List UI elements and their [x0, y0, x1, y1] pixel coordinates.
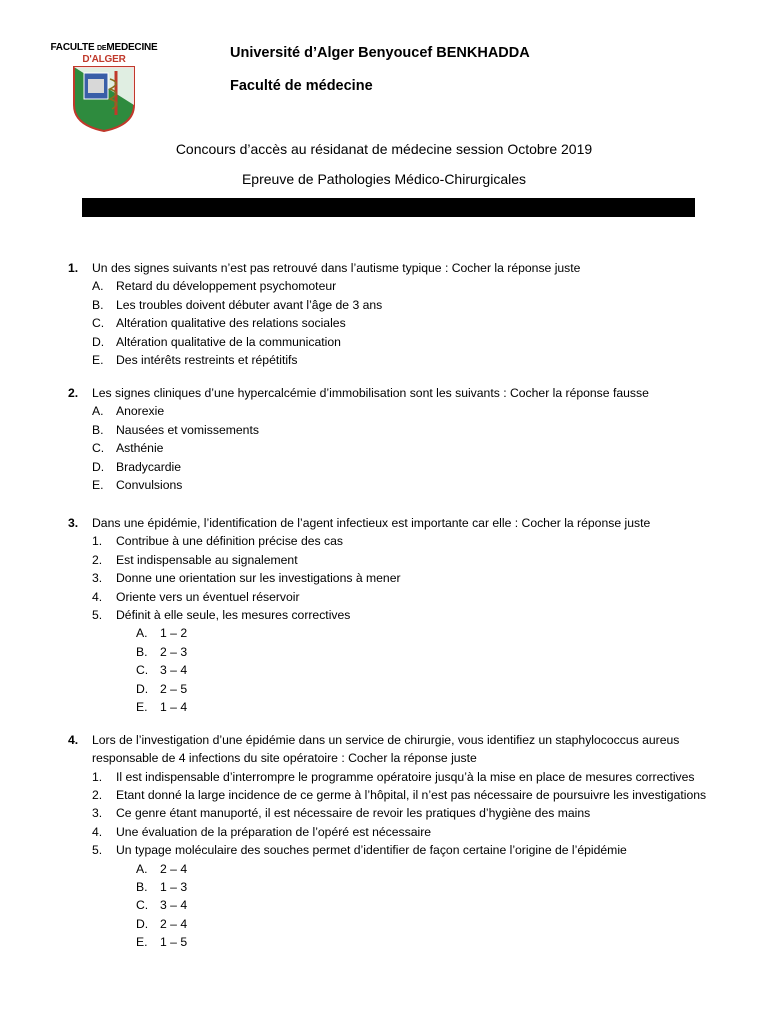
- option-text: Nausées et vomissements: [116, 422, 259, 437]
- option-text: 1 – 3: [160, 880, 188, 895]
- proposition-text: Donne une orientation sur les investigations à mener: [116, 571, 401, 586]
- option-e: [68, 351, 748, 369]
- question-number: 1.: [68, 261, 79, 275]
- option-letter: A.: [92, 404, 104, 419]
- proposition-text: Est indispensable au signalement: [116, 552, 298, 567]
- option-a: [68, 277, 748, 295]
- option-text: Retard du développement psychomoteur: [116, 279, 337, 294]
- option-d: [68, 680, 748, 698]
- question-text: Dans une épidémie, l’identification de l’agent infectieux est importante car elle : Cocher la réponse juste: [92, 516, 651, 530]
- option-letter: C.: [92, 316, 105, 331]
- proposition-number: 5.: [92, 607, 103, 622]
- exam-title: Concours d’accès au résidanat de médecine session Octobre 2019: [175, 141, 593, 157]
- proposition-number: 5.: [92, 843, 103, 858]
- proposition-number: 4.: [92, 824, 103, 839]
- option-letter: B.: [136, 880, 148, 895]
- option-b: [68, 643, 748, 661]
- option-text: 1 – 2: [160, 626, 188, 641]
- option-letter: B.: [136, 644, 148, 659]
- faculty-name: Faculté de médecine: [230, 78, 373, 94]
- proposition-1: [68, 532, 748, 550]
- question-4: [68, 731, 748, 952]
- option-letter: B.: [92, 422, 104, 437]
- question-indent: [68, 749, 92, 767]
- proposition-number: 1.: [92, 769, 103, 784]
- option-letter: A.: [136, 626, 148, 641]
- option-letter: B.: [92, 297, 104, 312]
- proposition-4: [68, 823, 748, 841]
- option-text: Les troubles doivent débuter avant l’âge de 3 ans: [116, 297, 383, 312]
- proposition-4: [68, 588, 748, 606]
- option-b: [68, 296, 748, 314]
- option-letter: E.: [136, 935, 148, 950]
- option-letter: A.: [136, 861, 148, 876]
- proposition-5: [68, 841, 748, 859]
- proposition-text: Définit à elle seule, les mesures correctives: [116, 607, 351, 622]
- question-number: 4.: [68, 733, 79, 747]
- option-text: 1 – 4: [160, 699, 188, 714]
- proposition-number: 2.: [92, 788, 103, 802]
- option-d: [68, 333, 748, 351]
- option-text: Asthénie: [116, 441, 164, 456]
- proposition-1: [68, 768, 748, 786]
- option-e: [68, 476, 748, 494]
- proposition-number: 3.: [92, 571, 103, 586]
- faculty-logo: [50, 42, 158, 132]
- question-text: Les signes cliniques d’une hypercalcémie d’immobilisation sont les suivants : Cocher la réponse fausse: [92, 386, 649, 400]
- option-e: [68, 698, 748, 716]
- option-text: Convulsions: [116, 477, 183, 492]
- proposition-text: Un typage moléculaire des souches permet d’identifier de façon certaine l’origine de l’épidémie: [116, 843, 627, 858]
- proposition-5: [68, 606, 748, 624]
- question-text: Un des signes suivants n’est pas retrouvé dans l’autisme typique : Cocher la réponse juste: [92, 261, 581, 275]
- proposition-2: [68, 786, 748, 804]
- proposition-text: Ce genre étant manuporté, il est nécessaire de revoir les pratiques d’hygiène des mains: [116, 806, 591, 821]
- option-c: [68, 661, 748, 679]
- option-letter: D.: [136, 916, 149, 931]
- option-letter: D.: [136, 681, 149, 696]
- option-c: [68, 314, 748, 332]
- option-text: Bradycardie: [116, 459, 182, 474]
- option-c: [68, 439, 748, 457]
- crest-icon: [50, 65, 158, 133]
- option-a: [68, 860, 748, 878]
- proposition-text: Il est indispensable d’interrompre le programme opératoire jusqu’à la mise en place de mesures correctives: [116, 769, 695, 784]
- question-number: 2.: [68, 386, 79, 400]
- question-3: [68, 514, 748, 716]
- option-letter: D.: [92, 459, 105, 474]
- logo-word-alger: D'ALGER: [82, 54, 126, 65]
- question-text-line1: Lors de l’investigation d’une épidémie dans un service de chirurgie, vous identifiez un staphylococcus aureus: [92, 733, 680, 747]
- redaction-bar: [82, 198, 695, 217]
- logo-title: [50, 42, 158, 65]
- option-text: 1 – 5: [160, 935, 188, 950]
- question-2: [68, 384, 748, 494]
- question-number: 3.: [68, 516, 79, 530]
- option-text: 2 – 5: [160, 681, 188, 696]
- option-text: 3 – 4: [160, 663, 188, 678]
- option-b: [68, 421, 748, 439]
- option-text: Altération qualitative de la communication: [116, 334, 341, 349]
- option-e: [68, 933, 748, 951]
- proposition-text: Une évaluation de la préparation de l’opéré est nécessaire: [116, 824, 432, 839]
- proposition-number: 2.: [92, 552, 103, 567]
- option-text: Anorexie: [116, 404, 165, 419]
- option-text: 2 – 4: [160, 861, 188, 876]
- proposition-3: [68, 569, 748, 587]
- logo-word-medecine: MEDECINE: [106, 42, 158, 53]
- proposition-number: 3.: [92, 806, 103, 821]
- option-b: [68, 878, 748, 896]
- option-letter: A.: [92, 279, 104, 294]
- option-text: 3 – 4: [160, 898, 188, 913]
- proposition-text: Etant donné la large incidence de ce germe à l’hôpital, il n’est pas nécessaire de poursuivre les investigations: [116, 788, 707, 802]
- option-d: [68, 915, 748, 933]
- proposition-text: Contribue à une définition précise des cas: [116, 534, 343, 549]
- logo-word-de: DE: [97, 45, 107, 52]
- option-letter: C.: [92, 441, 105, 456]
- option-text: 2 – 3: [160, 644, 188, 659]
- option-text: Des intérêts restreints et répétitifs: [116, 352, 298, 367]
- proposition-number: 4.: [92, 589, 103, 604]
- logo-word-faculte: FACULTE: [50, 42, 95, 53]
- option-a: [68, 402, 748, 420]
- exam-subject: Epreuve de Pathologies Médico-Chirurgicales: [241, 171, 527, 187]
- proposition-3: [68, 804, 748, 822]
- option-d: [68, 458, 748, 476]
- proposition-text: Oriente vers un éventuel réservoir: [116, 589, 300, 604]
- option-letter: E.: [136, 699, 148, 714]
- option-letter: C.: [136, 663, 149, 678]
- option-c: [68, 896, 748, 914]
- proposition-2: [68, 551, 748, 569]
- option-letter: E.: [92, 477, 104, 492]
- option-letter: E.: [92, 352, 104, 367]
- university-name: Université d’Alger Benyoucef BENKHADDA: [230, 45, 530, 61]
- option-text: 2 – 4: [160, 916, 188, 931]
- question-text-line2: responsable de 4 infections du site opératoire : Cocher la réponse juste: [92, 751, 477, 766]
- question-1: [68, 259, 748, 369]
- option-a: [68, 624, 748, 642]
- option-letter: C.: [136, 898, 149, 913]
- proposition-number: 1.: [92, 534, 103, 549]
- option-letter: D.: [92, 334, 105, 349]
- option-text: Altération qualitative des relations sociales: [116, 316, 346, 331]
